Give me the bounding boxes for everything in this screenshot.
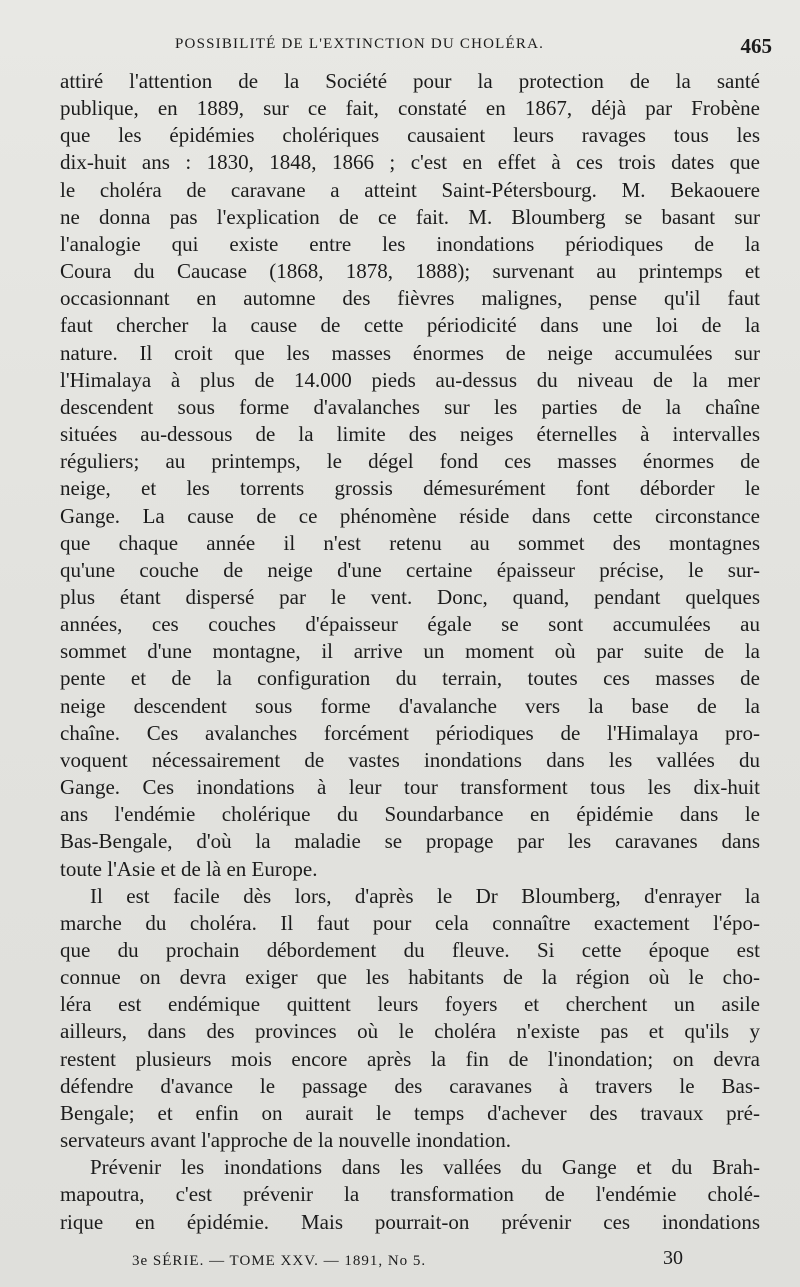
text-line: situées au-dessous de la limite des neiges éternelles à intervalles [60,422,760,447]
text-line: ans l'endémie cholérique du Soundarbance en épidémie dans le [60,802,760,827]
sheet-number: 30 [663,1247,683,1269]
paragraph [60,1154,760,1235]
text-line: que chaque année il n'est retenu au sommet des montagnes [60,530,760,555]
text-line: qu'une couche de neige d'une certaine épaisseur précise, le sur- [60,557,760,582]
text-line: Coura du Caucase (1868, 1878, 1888); survenant au printemps et [60,259,760,284]
text-line: que du prochain débordement du fleuve. Si cette époque est [60,938,760,962]
text-line: pente et de la configuration du terrain, toutes ces masses de [60,666,760,691]
text-line: Il est facile dès lors, d'après le Dr Bloumberg, d'enrayer la [90,883,760,908]
text-line: restent plusieurs mois encore après la fin de l'inondation; on devra [60,1046,760,1071]
page-footer [0,1247,800,1279]
text-line: sommet d'une montagne, il arrive un moment où par suite de la [60,639,760,664]
text-line: chaîne. Ces avalanches forcément périodiques de l'Himalaya pro- [60,720,760,745]
text-line: occasionnant en automne des fièvres malignes, pense qu'il faut [60,286,760,311]
text-line: que les épidémies cholériques causaient leurs ravages tous les [60,123,760,148]
text-line: servateurs avant l'approche de la nouvelle inondation. [60,1128,512,1153]
page-number: 465 [740,34,772,58]
text-line: rique en épidémie. Mais pourrait-on prévenir ces inondations [60,1209,760,1234]
text-line: voquent nécessairement de vastes inondations dans les vallées du [60,747,760,772]
text-line: ailleurs, dans des provinces où le choléra n'existe pas et qu'ils y [60,1019,760,1044]
text-line: défendre d'avance le passage des caravanes à travers le Bas- [60,1073,760,1098]
text-line: Prévenir les inondations dans les vallées du Gange et du Brah- [90,1155,760,1180]
text-line: dix-huit ans : 1830, 1848, 1866 ; c'est en effet à ces trois dates que [60,150,760,175]
running-head [0,36,800,58]
printer-signature: 3e SÉRIE. — TOME XXV. — 1891, No 5. [132,1253,427,1269]
text-line: descendent sous forme d'avalanches sur les parties de la chaîne [60,394,760,419]
body-text [60,68,760,1236]
text-line: réguliers; au printemps, le dégel fond ces masses énormes de [60,449,760,474]
running-title: POSSIBILITÉ DE L'EXTINCTION DU CHOLÉRA. [175,36,545,52]
text-line: toute l'Asie et de là en Europe. [60,856,318,881]
paragraph [60,883,760,1155]
text-line: nature. Il croit que les masses énormes de neige accumulées sur [60,340,760,365]
text-line: mapoutra, c'est prévenir la transformation de l'endémie cholé- [60,1182,760,1207]
text-line: Bas-Bengale, d'où la maladie se propage par les caravanes dans [60,829,760,854]
text-line: Gange. La cause de ce phénomène réside dans cette circonstance [60,503,760,528]
text-line: plus étant dispersé par le vent. Donc, quand, pendant quelques [60,584,760,609]
text-line: Gange. Ces inondations à leur tour transforment tous les dix-huit [60,775,760,800]
text-line: neige descendent sous forme d'avalanche vers la base de la [60,693,760,718]
text-line: l'Himalaya à plus de 14.000 pieds au-dessus du niveau de la mer [60,367,760,392]
text-line: faut chercher la cause de cette périodicité dans une loi de la [60,313,760,338]
text-line: Bengale; et enfin on aurait le temps d'achever des travaux pré- [60,1100,760,1125]
text-line: neige, et les torrents grossis démesurément font déborder le [60,476,760,501]
text-line: ne donna pas l'explication de ce fait. M. Bloumberg se basant sur [60,204,760,229]
text-line: le choléra de caravane a atteint Saint-Pétersbourg. M. Bekaouere [60,177,760,202]
paragraph [60,68,760,883]
text-line: années, ces couches d'épaisseur égale se sont accumulées au [60,612,760,637]
text-line: marche du choléra. Il faut pour cela connaître exactement l'épo- [60,910,760,935]
text-line: l'analogie qui existe entre les inondations périodiques de la [60,231,760,256]
text-line: attiré l'attention de la Société pour la protection de la santé [60,69,760,93]
text-line: publique, en 1889, sur ce fait, constaté en 1867, déjà par Frobène [60,96,760,121]
text-line: connue on devra exiger que les habitants de la région où le cho- [60,965,760,990]
text-line: léra est endémique quittent leurs foyers et cherchent un asile [60,992,760,1017]
